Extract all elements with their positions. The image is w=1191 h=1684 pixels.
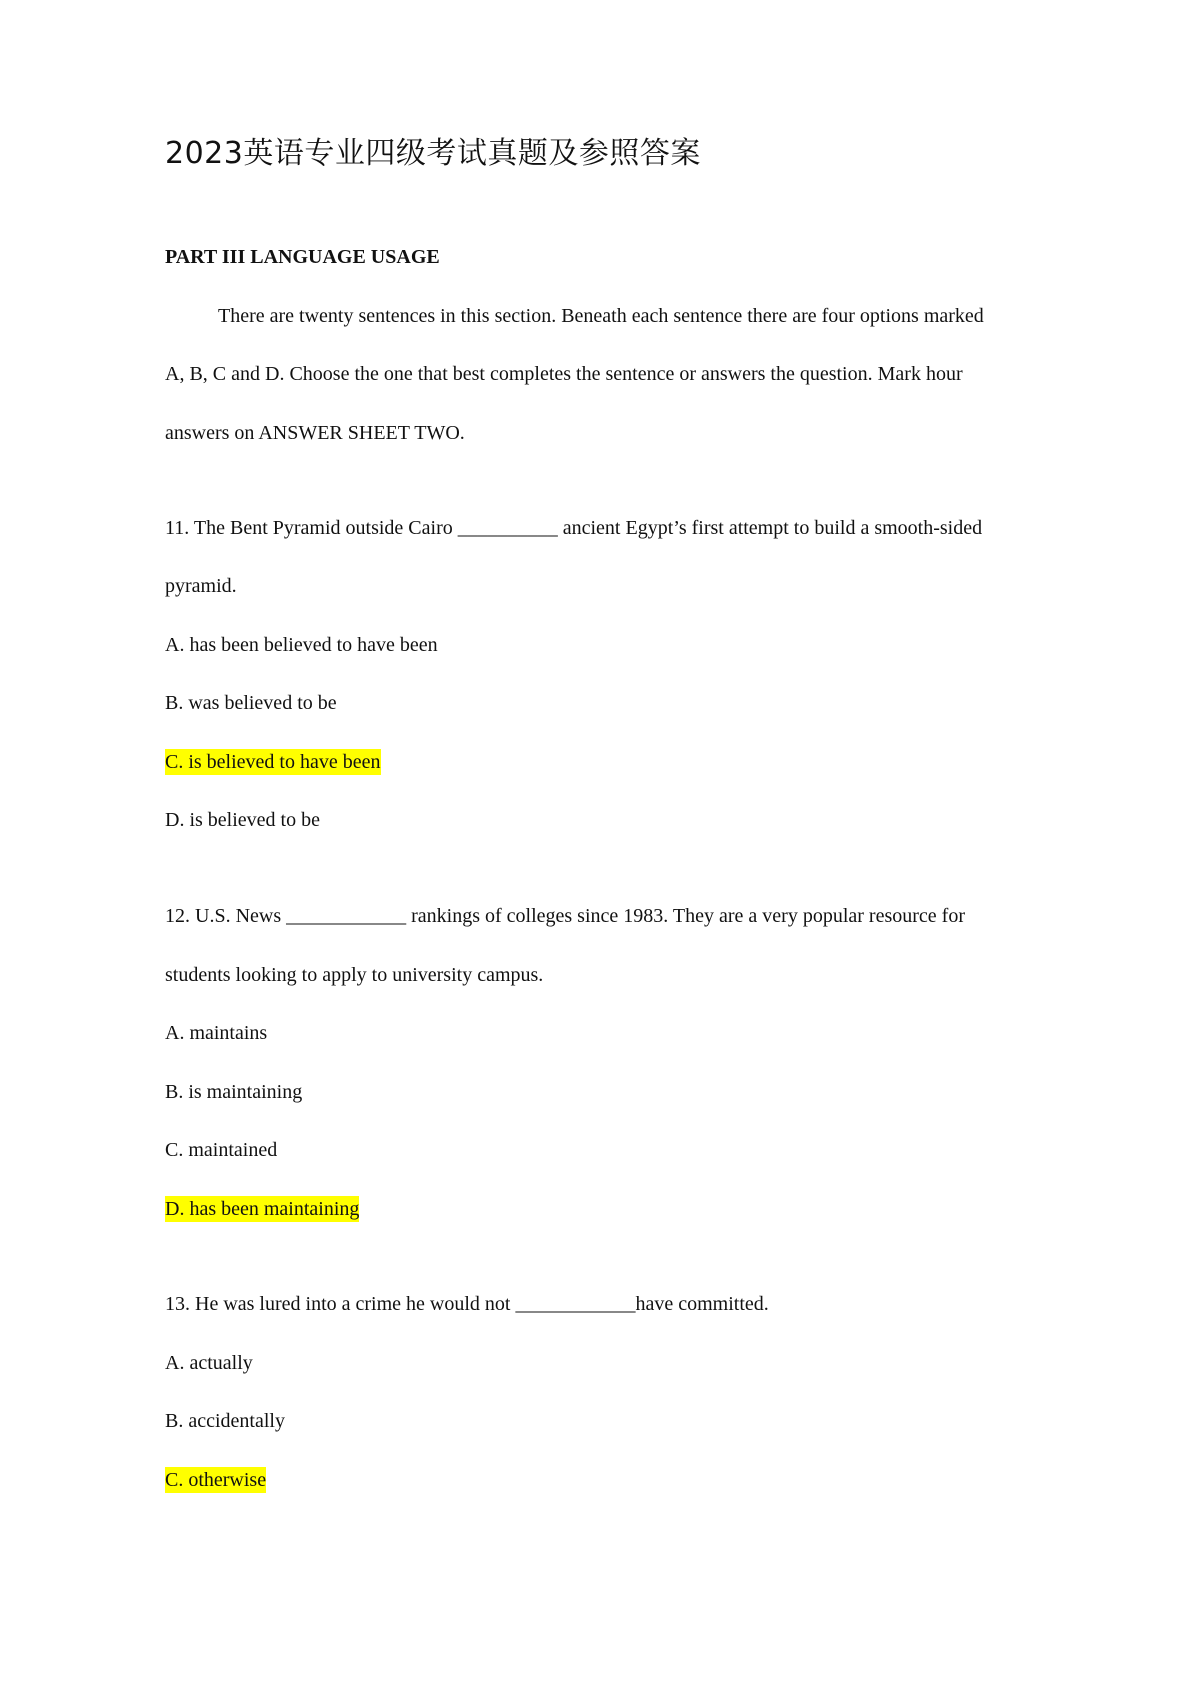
question-stem-line: students looking to apply to university campus. [165, 964, 544, 986]
option-d: D. is believed to be [165, 809, 320, 831]
option-d-answer: D. has been maintaining [165, 1198, 360, 1220]
question-stem-line: 11. The Bent Pyramid outside Cairo __________ ancient Egypt’s first attempt to build a smooth-sided [165, 517, 983, 539]
option-a: A. maintains [165, 1022, 268, 1044]
instruction-line-3: answers on ANSWER SHEET TWO. [165, 422, 465, 444]
option-a: A. actually [165, 1352, 253, 1374]
question-stem-line: pyramid. [165, 575, 237, 597]
option-a: A. has been believed to have been [165, 634, 438, 656]
instruction-line-2: A, B, C and D. Choose the one that best completes the sentence or answers the question. Mark hour [165, 363, 963, 385]
instruction-line-1: There are twenty sentences in this section. Beneath each sentence there are four options marked [218, 305, 984, 327]
option-c-answer: C. otherwise [165, 1469, 267, 1491]
option-b: B. accidentally [165, 1410, 285, 1432]
option-c-answer: C. is believed to have been [165, 751, 381, 773]
option-b: B. is maintaining [165, 1081, 303, 1103]
option-b: B. was believed to be [165, 692, 337, 714]
question-stem-line: 12. U.S. News ____________ rankings of colleges since 1983. They are a very popular resource for [165, 905, 965, 927]
document-title: 2023英语专业四级考试真题及参照答案 [165, 136, 701, 171]
question-stem-line: 13. He was lured into a crime he would not ____________have committed. [165, 1293, 769, 1315]
option-c: C. maintained [165, 1139, 278, 1161]
part-heading: PART III LANGUAGE USAGE [165, 246, 440, 268]
